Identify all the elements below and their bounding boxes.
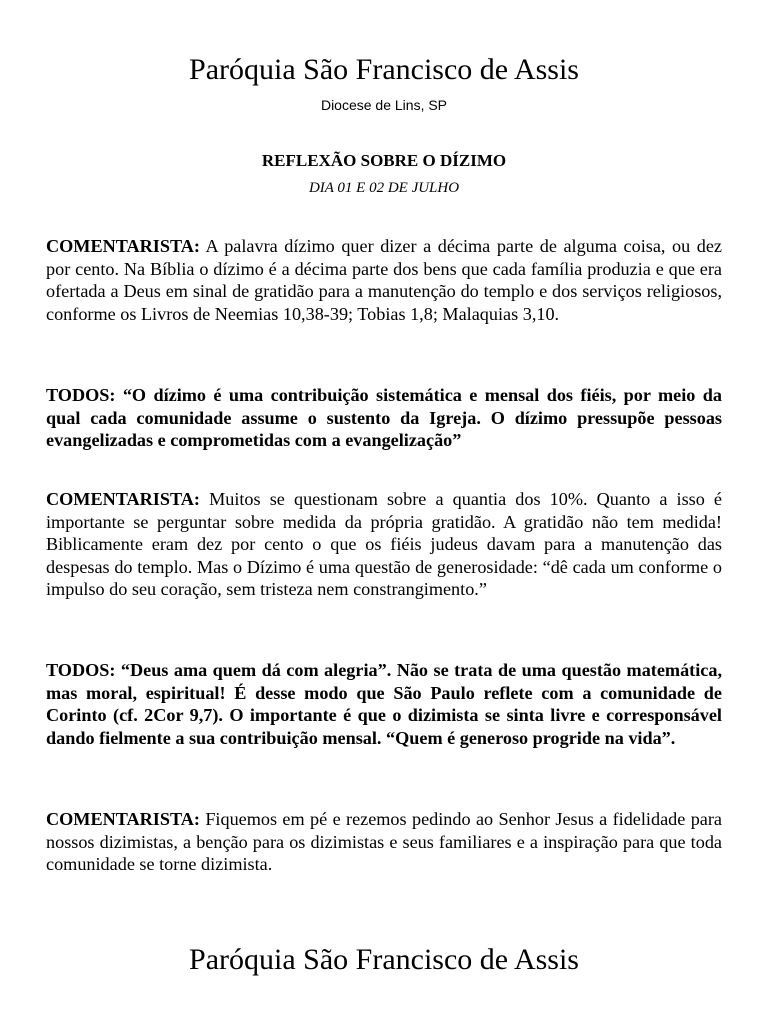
speaker-label: TODOS: bbox=[46, 660, 116, 680]
speaker-label: TODOS: bbox=[46, 385, 116, 405]
paragraph-text: Muitos se questionam sobre a quantia dos 10%. Quanto a isso é importante se perguntar sobre medida da própria gratidão. A gratidão não tem medida! Biblicamente eram dez por cento o que os fiéis judeus davam para a manutenção das despesas do templo. Mas o Dízimo é uma questão de generosidade: “dê cada um conforme o impulso do seu coração, sem tristeza nem constrangimento.” bbox=[46, 489, 723, 599]
paragraph-commentator-3 bbox=[46, 808, 722, 876]
paragraph-all-2 bbox=[46, 659, 722, 749]
parish-title: Paróquia São Francisco de Assis bbox=[189, 53, 579, 86]
speaker-label: COMENTARISTA: bbox=[46, 809, 200, 829]
document-date: DIA 01 E 02 DE JULHO bbox=[308, 180, 460, 196]
speaker-label: COMENTARISTA: bbox=[46, 489, 200, 509]
speaker-label: COMENTARISTA: bbox=[46, 236, 200, 256]
paragraph-text: “Deus ama quem dá com alegria”. Não se trata de uma questão matemática, mas moral, espiritual! É desse modo que São Paulo reflete com a comunidade de Corinto (cf. 2Cor 9,7). O importante é que o dizimista se sinta livre e corresponsável dando fielmente a sua contribuição mensal. “Quem é generoso progride na vida”. bbox=[46, 660, 722, 748]
paragraph-all-1 bbox=[46, 384, 722, 452]
parish-title-footer: Paróquia São Francisco de Assis bbox=[189, 943, 579, 976]
diocese-subtitle: Diocese de Lins, SP bbox=[320, 97, 448, 113]
paragraph-commentator-1 bbox=[46, 235, 722, 325]
paragraph-text: Fiquemos em pé e rezemos pedindo ao Senhor Jesus a fidelidade para nossos dizimistas, a benção para os dizimistas e seus familiares e a inspiração para que toda comunidade se torne dizimista. bbox=[46, 809, 722, 874]
paragraph-text: “O dízimo é uma contribuição sistemática e mensal dos fiéis, por meio da qual cada comunidade assume o sustento da Igreja. O dízimo pressupõe pessoas evangelizadas e comprometidas com a evangelização” bbox=[46, 385, 723, 450]
document-title: REFLEXÃO SOBRE O DÍZIMO bbox=[261, 151, 507, 170]
paragraph-commentator-2 bbox=[46, 488, 722, 601]
paragraph-text: A palavra dízimo quer dizer a décima parte de alguma coisa, ou dez por cento. Na Bíblia o dízimo é a décima parte dos bens que cada família produzia e que era ofertada a Deus em sinal de gratidão para a manutenção do templo e dos serviços religiosos, conforme os Livros de Neemias 10,38-39; Tobias 1,8; Malaquias 3,10. bbox=[46, 236, 723, 324]
